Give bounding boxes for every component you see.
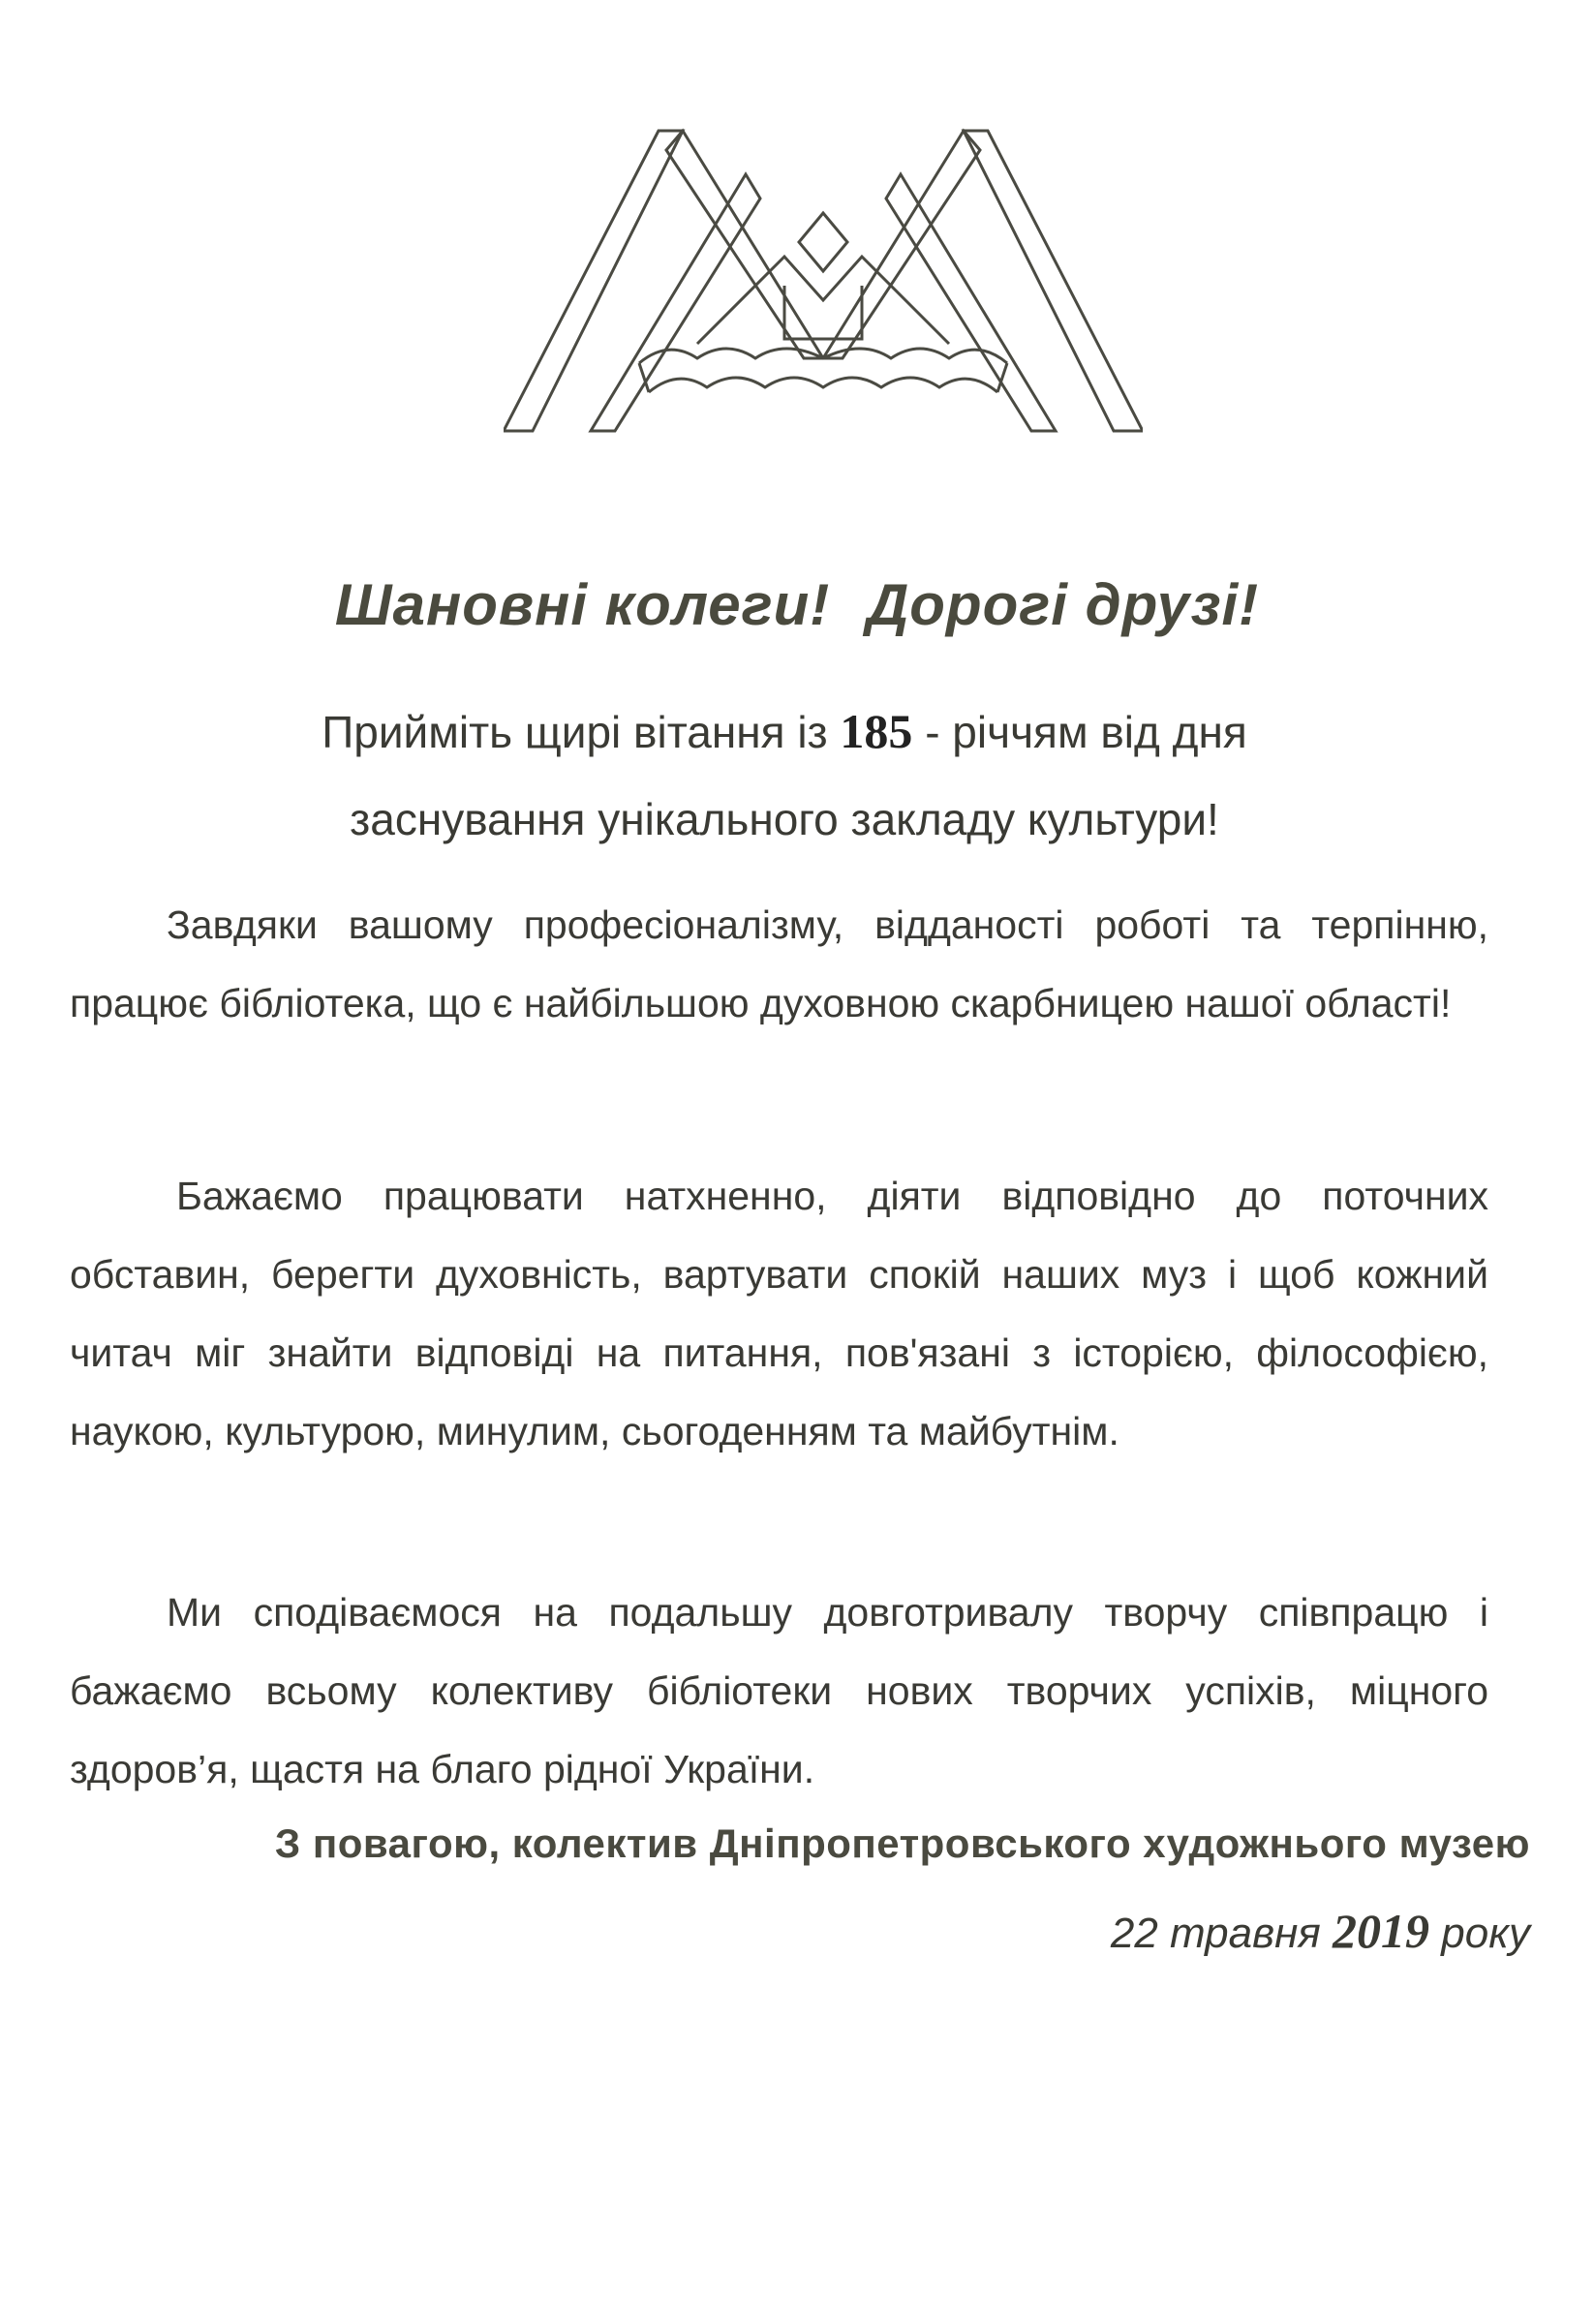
paragraph-3: Ми сподіваємося на подальшу довготривалу творчу співпрацю і бажаємо всьому колективу бібліотеки нових творчих успіхів, міцного здоров’я, щастя на благо рідної України. [70,1590,1488,1791]
greeting-heading [0,571,1594,638]
intro-line1 [155,688,1414,776]
date-after: року [1429,1910,1530,1957]
greeting-part1: Шановні колеги! [334,572,831,637]
intro-text [155,688,1414,863]
intro-line1-before: Прийміть щирі вітання із [322,707,841,757]
paragraph-1: Завдяки вашому професіоналізму, відданості роботі та терпінню, працює бібліотека, що є найбільшою духовною скарбницею нашої області! [70,902,1488,1025]
museum-logo-icon [504,121,1143,460]
anniversary-number: 185 [840,704,913,758]
intro-line1-after: - річчям від дня [912,707,1247,757]
date-before: 22 травня [1110,1910,1333,1957]
paragraph-2: Бажаємо працювати натхненно, діяти відповідно до поточних обставин, берегти духовність, вартувати спокій наших муз і щоб кожний читач міг знайти відповіді на питання, пов'язані з історією, філософією, наукою, культурою, минулим, сьогоденням та майбутнім. [70,1174,1488,1453]
signature: З повагою, колектив Дніпропетровського художнього музею [274,1820,1530,1866]
letter-date [0,1903,1530,1959]
greeting-part2: Дорогі друзі! [866,572,1260,637]
intro-line2: заснування унікального закладу культури! [350,794,1219,844]
date-year: 2019 [1333,1904,1430,1958]
